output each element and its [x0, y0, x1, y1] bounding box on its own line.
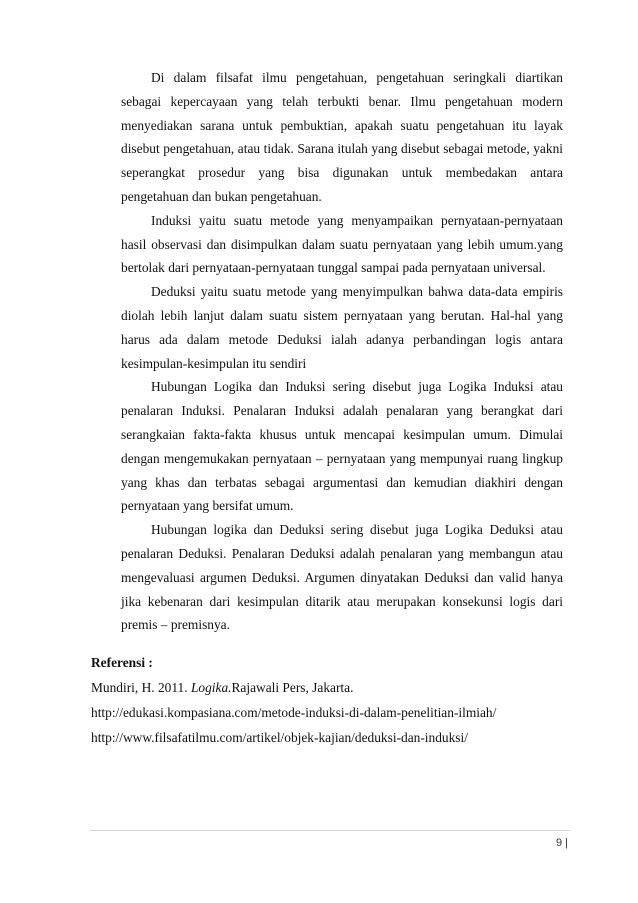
reference-author-year: Mundiri, H. 2011. — [91, 680, 191, 695]
paragraph-induksi: Induksi yaitu suatu metode yang menyampaikan pernyataan-pernyataan hasil observasi dan disimpulkan dalam suatu pernyataan yang lebih umum.yang bertolak dari pernyataan-pernyataan tunggal sampai pada pernyataan universal. — [121, 212, 563, 276]
page-number: 9 | — [555, 837, 568, 849]
reference-publisher: Rajawali Pers, Jakarta. — [231, 680, 354, 695]
references-title: Referensi : — [91, 655, 153, 670]
reference-book-title: Logika. — [190, 680, 232, 695]
reference-book — [91, 675, 571, 700]
paragraph-knowledge: Di dalam filsafat ilmu pengetahuan, pengetahuan seringkali diartikan sebagai kepercayaan yang telah terbukti benar. Ilmu pengetahuan modern menyediakan sarana untuk pembuktian, apakah suatu pengetahuan itu layak disebut pengetahuan, atau tidak. Sarana itulah yang disebut sebagai metode, yakni seperangkat prosedur yang bisa digunakan untuk membedakan antara pengetahuan dan bukan pengetahuan. — [121, 70, 563, 204]
reference-link-filsafatilmu[interactable]: http://www.filsafatilmu.com/artikel/objek-kajian/deduksi-dan-induksi/ — [91, 730, 468, 745]
references-section — [91, 650, 571, 750]
paragraph-logika-induksi: Hubungan Logika dan Induksi sering disebut juga Logika Induksi atau penalaran Induksi. Penalaran Induksi adalah penalaran yang berangkat dari serangkaian fakta-fakta khusus untuk mencapai kesimpulan umum. Dimulai dengan mengemukakan pernyataan – pernyataan yang mempunyai ruang lingkup yang khas dan terbatas sebagai argumentasi dan kemudian diakhiri dengan pernyataan yang bersifat umum. — [121, 379, 563, 514]
paragraph-deduksi: Deduksi yaitu suatu metode yang menyimpulkan bahwa data-data empiris diolah lebih lanjut dalam suatu sistem pernyataan yang berutan. Hal-hal yang harus ada dalam metode Deduksi ialah adanya perbandingan logis antara kesimpulan-kesimpulan itu sendiri — [121, 284, 563, 371]
reference-link-kompasiana[interactable]: http://edukasi.kompasiana.com/metode-induksi-di-dalam-penelitian-ilmiah/ — [91, 705, 497, 720]
body-text — [121, 66, 563, 637]
footer-divider — [90, 830, 570, 831]
paragraph-logika-deduksi: Hubungan logika dan Deduksi sering disebut juga Logika Deduksi atau penalaran Deduksi. Penalaran Deduksi adalah penalaran yang membangun atau mengevaluasi argumen Deduksi. Argumen dinyatakan Deduksi dan valid hanya jika kebenaran dari kesimpulan ditarik atau merupakan konsekunsi logis dari premis – premisnya. — [121, 522, 563, 633]
